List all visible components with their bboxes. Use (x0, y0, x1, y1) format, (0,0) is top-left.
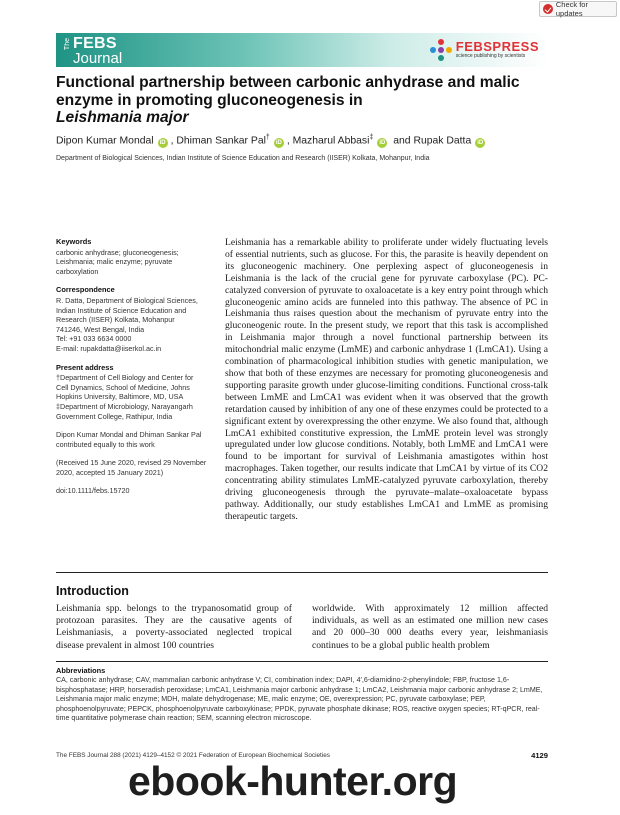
check-for-updates-button[interactable] (539, 1, 617, 17)
section-divider (56, 572, 548, 573)
doi-link[interactable]: doi:10.1111/febs.15720 (56, 486, 130, 496)
author-name[interactable]: Dipon Kumar Mondal (56, 135, 154, 147)
introduction-heading: Introduction (56, 584, 129, 598)
watermark: ebook-hunter.org (128, 758, 458, 804)
abbreviations-heading: Abbreviations (56, 666, 106, 675)
present-address-line: †Department of Cell Biology and Center for (56, 373, 194, 383)
correspondence-block (56, 285, 216, 353)
present-address-block (56, 363, 216, 422)
publisher-name: FEBSPRESS (455, 39, 539, 54)
keywords-heading: Keywords (56, 237, 92, 246)
correspondence-line: Tel: +91 033 6634 0000 (56, 334, 132, 344)
received-text: (Received 15 June 2020, revised 29 November 2020, accepted 15 January 2021) (56, 458, 207, 477)
equal-contribution-text: Dipon Kumar Mondal and Dhiman Sankar Pal contributed equally to this work (56, 430, 202, 449)
check-updates-icon (543, 4, 553, 14)
present-address-heading: Present address (56, 362, 114, 372)
author-name[interactable]: Dhiman Sankar Pal (176, 135, 266, 147)
keywords-text: carbonic anhydrase; gluconeogenesis; Leishmania; malic enzyme; pyruvate carboxylation (56, 247, 179, 276)
article-info-sidebar (56, 237, 216, 505)
present-address-line: Hopkins University, Baltimore, MD, USA (56, 392, 184, 402)
correspondence-heading: Correspondence (56, 285, 115, 295)
article-title (56, 74, 556, 127)
author-sup: † (265, 134, 270, 141)
orcid-icon[interactable]: iD (477, 140, 484, 147)
present-address-line: Cell Dynamics, School of Medicine, Johns (56, 382, 190, 392)
logo-the: The (64, 38, 71, 51)
present-address-line: ‡Department of Microbiology, Narayangarh (56, 401, 193, 411)
abbreviations-text: CA, carbonic anhydrase; CAV, mammalian carbonic anhydrase V; CI, combination index; DAPI, 4′,6-diamidino-2-phenylindole; FBP, fructose 1,6-bisphosphatase; HRP, horseradish peroxidase; LmCA1, Leishmania major carbonic anhydrase 1; LmCA2, Leishmania major carbonic anhydrase 2; LmME, Leishmania major malic enzyme; MDH, malate dehydrogenase; ME, malic enzyme; OE, overexpression; PC, pyruvate carboxylase; PEP, phosphoenolpyruvate; PEPCK, phosphoenolpyruvate carboxykinase; PPDK, pyruvate phosphate dikinase; ROS, reactive oxygen species; RT-qPCR, real-time quantitative polymerase chain reaction; SEM, scanning electron microscope. (56, 676, 543, 723)
equal-contribution-note (56, 430, 216, 449)
author-separator: , (286, 135, 290, 147)
correspondence-line: Research (IISER) Kolkata, Mohanpur (56, 315, 175, 325)
publisher-tagline: science publishing by scientists (455, 53, 526, 59)
check-updates-label: Check for updates (555, 0, 588, 18)
febspress-logo (430, 39, 539, 61)
orcid-icon[interactable]: iD (275, 140, 282, 147)
author-separator: , (170, 135, 174, 147)
author-name[interactable]: Rupak Datta (413, 135, 472, 147)
correspondence-line: R. Datta, Department of Biological Sciences, (56, 295, 198, 305)
abbreviations-divider (56, 661, 548, 662)
keywords-block (56, 237, 216, 276)
author-sup: ‡ (369, 134, 374, 141)
author-and: and (393, 135, 411, 147)
journal-banner (56, 33, 549, 67)
introduction-left-column: Leishmania spp. belongs to the trypanosomatid group of protozoan parasites. They are the causative agents of Leishmaniasis, a poverty-associated neglected tropical disease prevalent in almost 100 countries (56, 603, 292, 651)
received-dates (56, 458, 216, 477)
orcid-icon[interactable]: iD (379, 140, 386, 147)
article-title-species: Leishmania major (56, 109, 189, 126)
correspondence-email[interactable]: E-mail: rupakdatta@iiserkol.ac.in (56, 343, 162, 353)
introduction-right-column: worldwide. With approximately 12 million affected individuals, as well as an estimated one million new cases and 20 000–30 000 deaths every year, leishmaniasis continues to be a global public health problem (312, 603, 548, 651)
abstract: Leishmania has a remarkable ability to proliferate under widely fluctuating levels of essential nutrients, such as glucose. For this, the parasite is heavily dependent on its gluconeogenic machinery. One perplexing aspect of gluconeogenesis in Leishmania is the lack of the crucial gene for pyruvate carboxylase (PC). PC-catalyzed conversion of pyruvate to oxaloacetate is a key entry point through which gluconeogenic amino acids are funneled into this pathway. The absence of PC in Leishmania thus raises question about the mechanism of pyruvate entry into the gluconeogenic route. In the present study, we report that this task is accomplished in Leishmania major through a novel functional partnership between its mitochondrial malic enzyme (LmME) and carbonic anhydrase 1 (LmCA1). Using a combination of pharmacological inhibition studies with genetic manipulation, we show that both of these enzymes are necessary for promoting gluconeogenesis and supporting parasite growth under glucose-limiting conditions. Functional cross-talk between LmME and LmCA1 was evident when it was observed that the growth retardation caused by inhibition of any one of these enzymes could be protected to a significant extent by overexpressing the other enzyme. We also found that, although LmCA1 exhibited constitutive expression, the LmME protein level was strongly upregulated under low glucose conditions. Notably, both LmME and LmCA1 were found to be important for survival of Leishmania amastigotes within host macrophages. Taken together, our results indicate that LmCA1 by virtue of its CO2 concentrating ability stimulates LmME-catalyzed pyruvate carboxylation, thereby driving gluconeogenesis through the pyruvate–malate–oxaloacetate bypass pathway. Additionally, our study establishes LmCA1 and LmME as promising therapeutic targets. (225, 237, 548, 522)
correspondence-line: 741246, West Bengal, India (56, 324, 145, 334)
febspress-dots-icon (430, 39, 452, 61)
correspondence-line: Indian Institute of Science Education and (56, 305, 187, 315)
author-name[interactable]: Mazharul Abbasi (292, 135, 370, 147)
article-title-text: Functional partnership between carbonic anhydrase and malic enzyme in promoting gluconeogenesis in (56, 74, 520, 109)
footer-citation: The FEBS Journal 288 (2021) 4129–4152 © 2021 Federation of European Biochemical Societies (56, 752, 330, 759)
doi-block (56, 486, 216, 496)
logo-febs: FEBS (73, 35, 117, 52)
affiliation: Department of Biological Sciences, Indian Institute of Science Education and Research (IISER) Kolkata, Mohanpur, India (56, 155, 430, 162)
logo-journal: Journal (73, 50, 123, 67)
present-address-line: Government College, Rathipur, India (56, 411, 173, 421)
orcid-icon[interactable]: iD (159, 140, 166, 147)
page-number: 4129 (531, 751, 548, 760)
author-list (56, 134, 556, 148)
